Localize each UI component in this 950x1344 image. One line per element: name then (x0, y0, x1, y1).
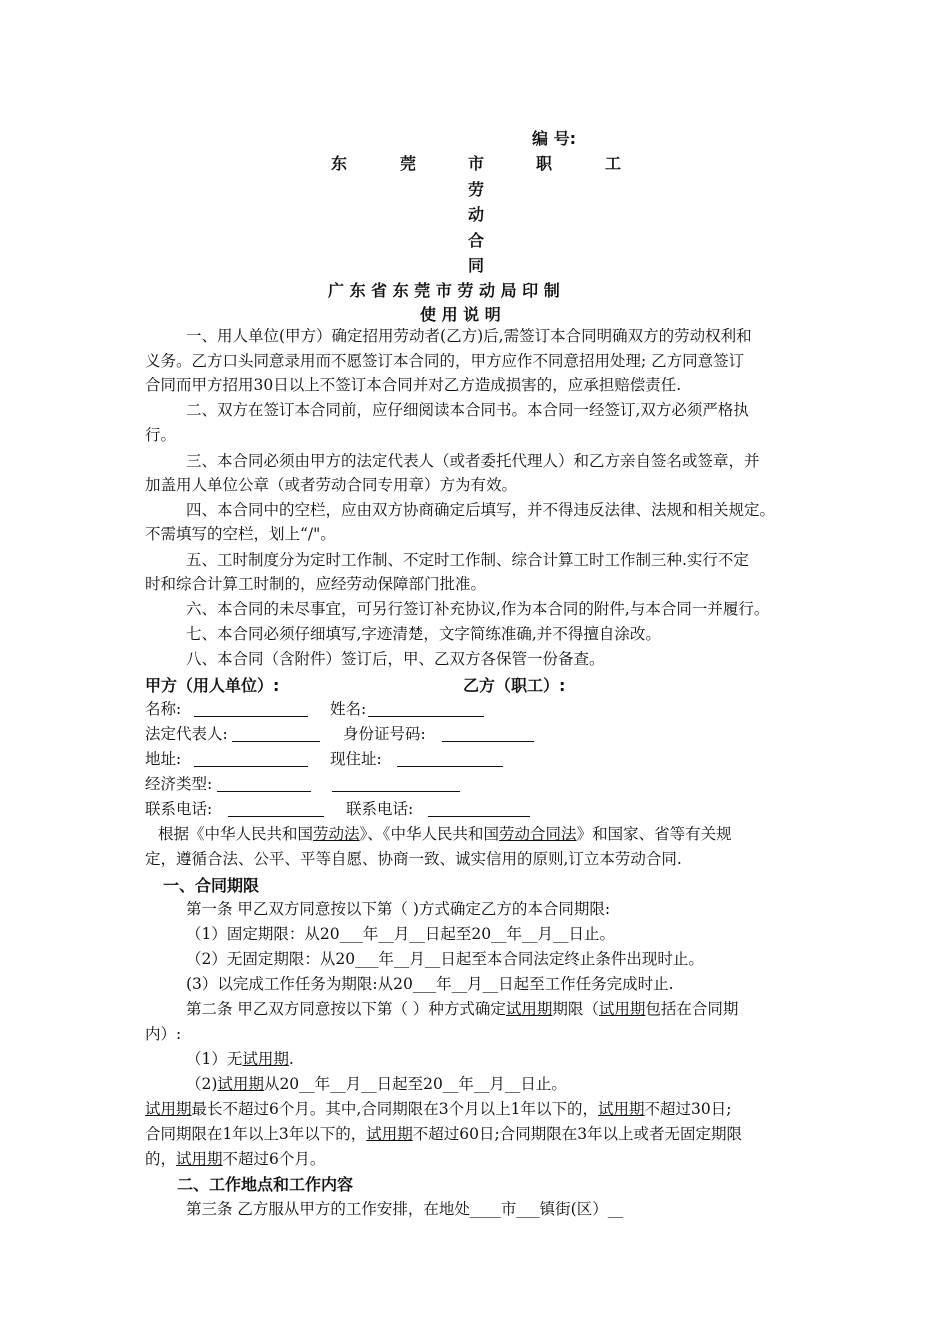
article-2-line-2: 内）: (145, 1025, 182, 1043)
instruction-4-line: 四、本合同中的空栏，应由双方协商确定后填写，并不得违反法律、法规和相关规定。 (186, 501, 776, 519)
party-b-heading: 乙方（职工）: (463, 676, 566, 695)
article-2-text: 第二条 甲乙双方同意按以下第（ ）种方式确定 (186, 1000, 506, 1018)
instruction-2-line: 二、双方在签订本合同前，应仔细阅读本合同书。本合同一经签订,双方必须严格执 (186, 401, 749, 419)
party-a-address-field[interactable] (194, 750, 308, 767)
title-char: 劳 (468, 180, 485, 199)
party-b-extra-field[interactable] (332, 775, 460, 792)
econ-type-field[interactable] (217, 775, 311, 792)
article-1: 第一条 甲乙双方同意按以下第（ )方式确定乙方的本合同期限: (186, 900, 611, 918)
title-char: 东 (331, 154, 348, 173)
probation-term: 试用期 (242, 1050, 289, 1068)
instruction-6-line: 六、本合同的未尽事宜，可另行签订补充协议,作为本合同的附件,与本合同一并履行。 (186, 600, 770, 618)
econ-type-label: 经济类型: (145, 775, 213, 793)
probation-note-line-1 (145, 1097, 732, 1122)
title-char: 同 (468, 256, 485, 275)
probation-note-line-3 (145, 1147, 325, 1172)
title-char: 工 (605, 154, 622, 173)
legal-rep-field[interactable] (232, 725, 320, 742)
party-b-name-field[interactable] (368, 700, 484, 717)
serial-number-label: 编 号: (532, 129, 576, 148)
probation-term: 试用期 (598, 1000, 646, 1018)
instruction-1-line: 合同而甲方招用30日以上不签订本合同并对乙方造成损害的，应承担赔偿责任. (145, 376, 682, 394)
instruction-4-line: 不需填写的空栏，划上“/"。 (145, 525, 336, 543)
party-a-name-label: 名称: (145, 700, 182, 718)
probation-term: 试用期 (598, 1100, 645, 1118)
probation-text: （2) (186, 1075, 218, 1093)
instruction-7-line: 七、本合同必须仔细填写,字迹清楚，文字简练准确,并不得擅自涂改。 (186, 625, 661, 643)
probation-term: 试用期 (366, 1125, 413, 1143)
instruction-1-line: 义务。乙方口头同意录用而不愿签订本合同的，甲方应作不同意招用处理; 乙方同意签订 (145, 352, 745, 370)
probation-text: 从20__年__月__日起至20__年__月__日止。 (263, 1075, 567, 1093)
party-b-phone-field[interactable] (428, 800, 530, 817)
section-2-heading: 二、工作地点和工作内容 (177, 1175, 354, 1194)
title-char: 合 (468, 231, 485, 250)
probation-note-text: 的， (145, 1150, 177, 1168)
id-number-field[interactable] (442, 725, 534, 742)
probation-note-text: 合同期限在1年以上3年以下的， (145, 1125, 367, 1143)
title-char: 职 (536, 154, 553, 173)
preamble-text: 》、《中华人民共和国 (359, 825, 500, 843)
probation-note-text: 不超过60日;合同期限在3年以上或者无固定期限 (412, 1125, 743, 1143)
probation-term: 试用期 (176, 1150, 223, 1168)
option-task-term: (3）以完成工作任务为期限:从20___年__月__日起至工作任务完成时止. (186, 975, 674, 993)
legal-rep-label: 法定代表人: (145, 725, 228, 743)
option-open-term: （2）无固定期限：从20___年__月__日起至本合同法定终止条件出现时止。 (186, 950, 704, 968)
labor-contract-law-ref: 劳动合同法 (499, 825, 577, 843)
instruction-3-line: 加盖用人单位公章（或者劳动合同专用章）方为有效。 (145, 476, 518, 494)
article-2-text: 期限（ (552, 1000, 599, 1018)
instruction-5-line: 五、工时制度分为定时工作制、不定时工作制、综合计算工时工作制三种.实行不定 (186, 551, 749, 569)
probation-term: 试用期 (145, 1100, 192, 1118)
instruction-5-line: 时和综合计算工时制的，应经劳动保障部门批准。 (145, 575, 487, 593)
instruction-3-line: 三、本合同必须由甲方的法定代表人（或者委托代理人）和乙方亲自签名或签章，并 (186, 452, 760, 470)
id-number-label: 身份证号码: (343, 725, 426, 743)
party-a-phone-field[interactable] (228, 800, 324, 817)
party-a-address-label: 地址: (145, 750, 182, 768)
residence-label: 现住址: (330, 750, 382, 768)
probation-option-1 (186, 1047, 294, 1072)
instructions-title: 使 用 说 明 (420, 305, 501, 324)
probation-text: . (288, 1050, 294, 1068)
title-char: 市 (468, 154, 485, 173)
section-1-heading: 一、合同期限 (163, 876, 260, 895)
probation-option-2 (186, 1072, 567, 1097)
labor-law-ref: 劳动法 (313, 825, 360, 843)
probation-note-text: 不超过6个月。 (222, 1150, 326, 1168)
probation-text: （1）无 (186, 1050, 243, 1068)
preamble-line-1 (158, 822, 732, 847)
probation-note-line-2 (145, 1122, 742, 1147)
party-a-name-field[interactable] (194, 700, 308, 717)
title-char: 莞 (400, 154, 417, 173)
instruction-2-line: 行。 (145, 426, 177, 444)
publisher-line: 广 东 省 东 莞 市 劳 动 局 印 制 (328, 281, 560, 300)
probation-term: 试用期 (217, 1075, 264, 1093)
probation-note-text: 最长不超过6个月。其中,合同期限在3个月以上1年以下的， (191, 1100, 599, 1118)
preamble-text: 根据《中华人民共和国 (158, 825, 314, 843)
instruction-1-line: 一、用人单位(甲方）确定招用劳动者(乙方)后,需签订本合同明确双方的劳动权利和 (186, 327, 752, 345)
article-2-line-1 (186, 997, 738, 1022)
article-3: 第三条 乙方服从甲方的工作安排，在地处____市___镇街(区）__ (186, 1200, 624, 1218)
preamble-line-2: 定，遵循合法、公平、平等自愿、协商一致、诚实信用的原则,订立本劳动合同. (145, 850, 682, 868)
probation-note-text: 不超过30日; (644, 1100, 732, 1118)
preamble-text: 》和国家、省等有关规 (576, 825, 732, 843)
party-b-name-label: 姓名: (330, 700, 367, 718)
title-char: 动 (468, 205, 485, 224)
article-2-text: 包括在合同期 (645, 1000, 739, 1018)
party-a-heading: 甲方（用人单位）: (145, 676, 280, 695)
party-a-phone-label: 联系电话: (145, 800, 213, 818)
probation-term: 试用期 (505, 1000, 553, 1018)
residence-field[interactable] (397, 750, 503, 767)
option-fixed-term: （1）固定期限：从20___年__月__日起至20__年__月__日止。 (186, 925, 616, 943)
instruction-8-line: 八、本合同（含附件）签订后，甲、乙双方各保管一份备查。 (186, 650, 605, 668)
party-b-phone-label: 联系电话: (346, 800, 414, 818)
